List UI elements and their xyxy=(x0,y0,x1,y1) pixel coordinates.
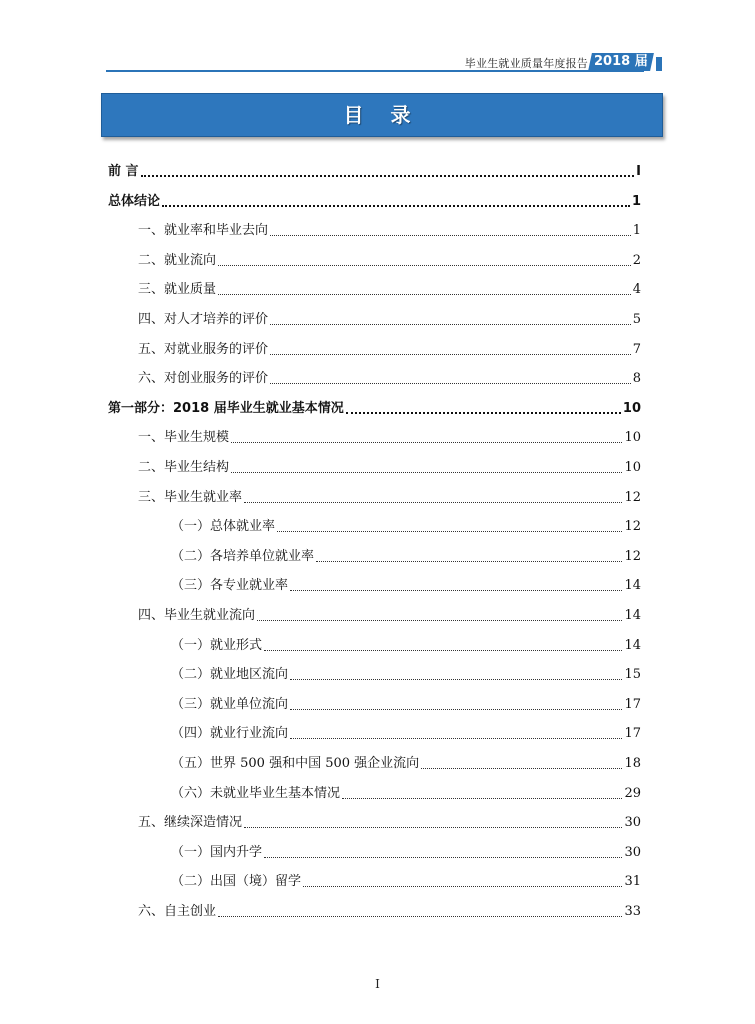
toc-entry-label: 六、自主创业 xyxy=(138,904,217,919)
toc-leader-dots xyxy=(277,531,622,532)
toc-entry-page: 8 xyxy=(632,371,641,386)
toc-entry-label: （三）就业单位流向 xyxy=(171,697,289,712)
toc-entry-page: 14 xyxy=(624,608,641,623)
toc-entry-label: （一）国内升学 xyxy=(171,845,263,860)
toc-entry-page: 1 xyxy=(631,194,641,209)
toc-entry-label: （四）就业行业流向 xyxy=(171,726,289,741)
toc-entry-label: （二）各培养单位就业率 xyxy=(171,549,315,564)
toc-entry[interactable] xyxy=(138,221,641,241)
header-badge-label: 2018 届 xyxy=(594,54,648,69)
toc-entry-label: 前 言 xyxy=(108,164,139,179)
toc-entry-page: 31 xyxy=(624,874,641,889)
toc-entry-page: 2 xyxy=(632,253,641,268)
toc-leader-dots xyxy=(290,679,622,680)
toc-entry-label: 六、对创业服务的评价 xyxy=(138,371,269,386)
toc-entry-label: （二）出国（境）留学 xyxy=(171,874,302,889)
toc-entry-label: 第一部分：2018 届毕业生就业基本情况 xyxy=(108,401,344,416)
toc-entry-label: （五）世界 500 强和中国 500 强企业流向 xyxy=(171,756,420,771)
toc-entry-page: 15 xyxy=(624,667,641,682)
toc-entry[interactable] xyxy=(171,547,641,567)
toc-entry[interactable] xyxy=(138,369,641,389)
header-badge xyxy=(588,53,654,71)
toc-entry-label: 三、就业质量 xyxy=(138,282,217,297)
toc-entry[interactable] xyxy=(171,724,641,744)
toc-entry-label: 五、对就业服务的评价 xyxy=(138,342,269,357)
toc-entry-label: 五、继续深造情况 xyxy=(138,815,243,830)
toc-entry-page: 12 xyxy=(624,490,641,505)
toc-entry[interactable] xyxy=(138,813,641,833)
page-title: 目 录 xyxy=(343,103,421,127)
toc-leader-dots xyxy=(141,175,635,177)
toc-entry-page: 30 xyxy=(624,845,641,860)
toc-leader-dots xyxy=(270,354,631,355)
toc-entry-label: （三）各专业就业率 xyxy=(171,578,289,593)
toc-leader-dots xyxy=(257,620,622,621)
toc-entry[interactable] xyxy=(171,576,641,596)
toc-entry[interactable] xyxy=(108,399,641,419)
toc-leader-dots xyxy=(270,235,631,236)
toc-leader-dots xyxy=(218,265,631,266)
toc-entry[interactable] xyxy=(138,310,641,330)
toc-entry-label: （一）就业形式 xyxy=(171,638,263,653)
toc-entry-page: 17 xyxy=(624,697,641,712)
header-rule xyxy=(106,70,644,72)
toc-leader-dots xyxy=(342,798,622,799)
toc-leader-dots xyxy=(316,561,622,562)
page-number: I xyxy=(375,977,380,991)
toc-leader-dots xyxy=(421,768,622,769)
toc-entry[interactable] xyxy=(138,280,641,300)
toc-entry-page: 10 xyxy=(622,401,641,416)
toc-entry[interactable] xyxy=(138,340,641,360)
toc-entry-page: 33 xyxy=(624,904,641,919)
toc-entry[interactable] xyxy=(108,162,641,182)
toc-entry[interactable] xyxy=(171,754,641,774)
toc-leader-dots xyxy=(303,886,622,887)
toc-entry-label: 四、毕业生就业流向 xyxy=(138,608,256,623)
toc-leader-dots xyxy=(290,590,622,591)
toc-entry-page: 30 xyxy=(624,815,641,830)
toc-entry-label: （一）总体就业率 xyxy=(171,519,276,534)
toc-leader-dots xyxy=(290,709,622,710)
toc-entry-label: （二）就业地区流向 xyxy=(171,667,289,682)
toc-entry-page: 18 xyxy=(624,756,641,771)
toc-entry-label: 总体结论 xyxy=(108,194,161,209)
toc-leader-dots xyxy=(162,205,630,207)
toc-leader-dots xyxy=(270,324,631,325)
toc-entry[interactable] xyxy=(138,428,641,448)
toc-leader-dots xyxy=(264,857,622,858)
toc-leader-dots xyxy=(270,383,631,384)
toc-leader-dots xyxy=(218,294,631,295)
toc-entry-page: 10 xyxy=(624,430,641,445)
toc-entry[interactable] xyxy=(138,902,641,922)
toc-entry-page: 7 xyxy=(632,342,641,357)
toc-entry[interactable] xyxy=(171,517,641,537)
toc-leader-dots xyxy=(290,738,622,739)
toc-entry[interactable] xyxy=(138,606,641,626)
toc-entry[interactable] xyxy=(171,784,641,804)
toc-leader-dots xyxy=(346,412,621,414)
title-bar xyxy=(101,93,663,137)
toc-leader-dots xyxy=(244,827,622,828)
toc-entry-page: 14 xyxy=(624,578,641,593)
toc-leader-dots xyxy=(218,916,622,917)
toc-entry[interactable] xyxy=(108,192,641,212)
toc-leader-dots xyxy=(244,502,622,503)
toc-entry-label: 二、毕业生结构 xyxy=(138,460,230,475)
toc-entry[interactable] xyxy=(138,458,641,478)
toc-entry-page: 14 xyxy=(624,638,641,653)
toc-entry-page: 5 xyxy=(632,312,641,327)
toc-leader-dots xyxy=(264,650,622,651)
toc-entry-label: （六）未就业毕业生基本情况 xyxy=(171,786,341,801)
toc-entry-label: 二、就业流向 xyxy=(138,253,217,268)
toc-entry-page: 1 xyxy=(632,223,641,238)
toc-entry-page: 12 xyxy=(624,519,641,534)
toc-entry-page: 17 xyxy=(624,726,641,741)
toc-entry[interactable] xyxy=(138,488,641,508)
toc-entry-label: 四、对人才培养的评价 xyxy=(138,312,269,327)
toc-entry-page: 10 xyxy=(624,460,641,475)
toc-entry-page: I xyxy=(636,164,641,179)
header-accent-square xyxy=(656,57,662,71)
toc-entry[interactable] xyxy=(171,695,641,715)
toc-entry-page: 4 xyxy=(632,282,641,297)
toc-entry-page: 29 xyxy=(624,786,641,801)
toc-entry[interactable] xyxy=(171,636,641,656)
toc-entry[interactable] xyxy=(171,665,641,685)
header-text: 毕业生就业质量年度报告 xyxy=(464,57,588,70)
toc-leader-dots xyxy=(231,442,622,443)
toc-entry-label: 三、毕业生就业率 xyxy=(138,490,243,505)
toc-entry-page: 12 xyxy=(624,549,641,564)
toc-leader-dots xyxy=(231,472,622,473)
toc-entry[interactable] xyxy=(171,843,641,863)
toc-entry-label: 一、毕业生规模 xyxy=(138,430,230,445)
toc-entry[interactable] xyxy=(138,251,641,271)
toc-entry-label: 一、就业率和毕业去向 xyxy=(138,223,269,238)
toc-entry[interactable] xyxy=(171,872,641,892)
